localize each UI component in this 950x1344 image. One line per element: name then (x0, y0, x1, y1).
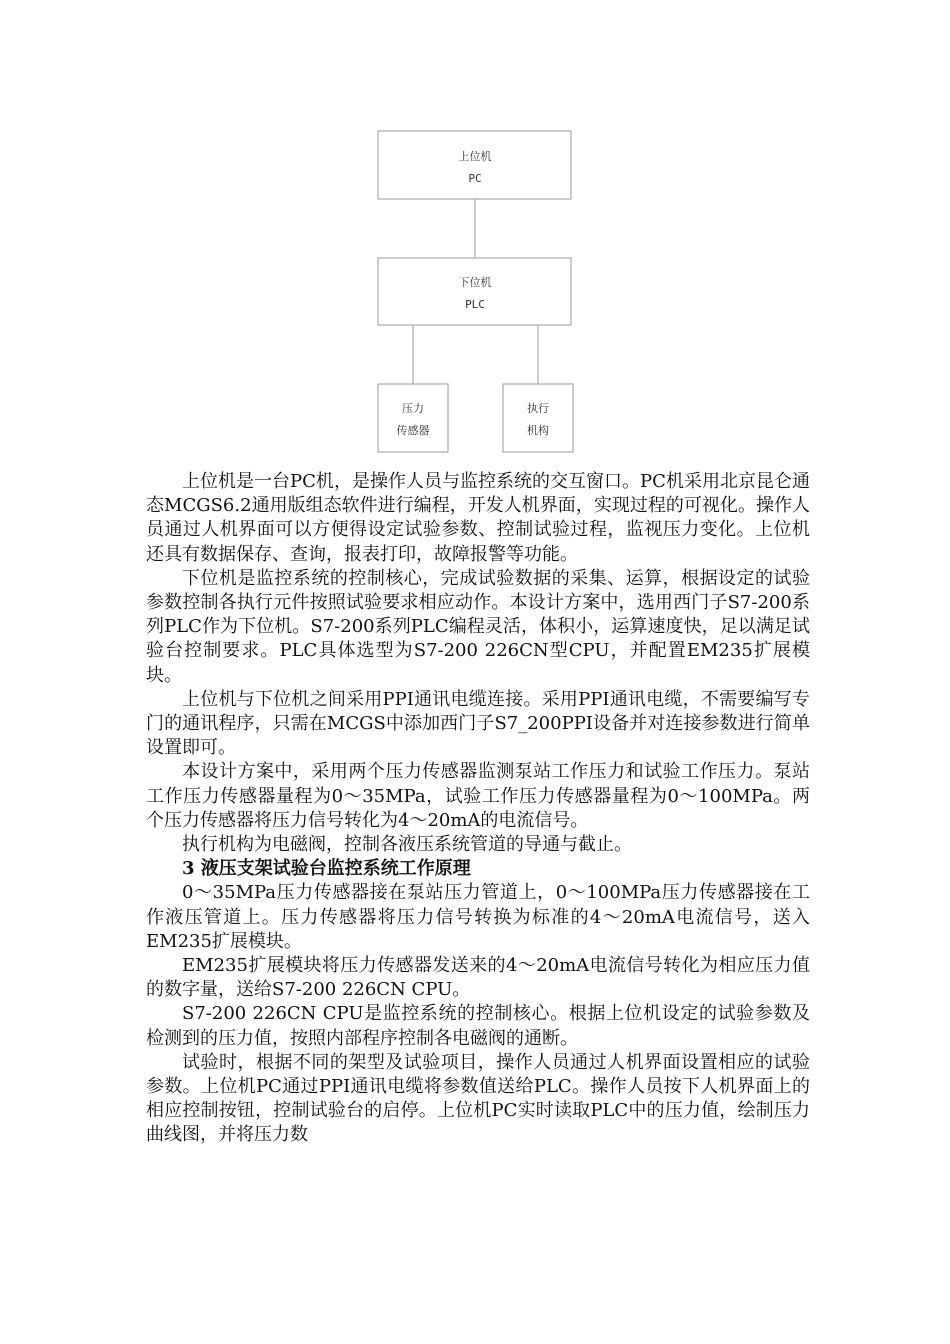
document-body (146, 470, 810, 1148)
paragraph-test-procedure: 试验时，根据不同的架型及试验项目，操作人员通过人机界面设置相应的试验参数。上位机PC通过PPI通讯电缆将参数值送给PLC。操作人员按下人机界面上的相应控制按钮，控制试验台的启停。上位机PC实时读取PLC中的压力值，绘制压力曲线图，并将压力数 (146, 1051, 810, 1146)
actuator-node-label-2: 机构 (527, 424, 549, 437)
paragraph-em235: EM235扩展模块将压力传感器发送来的4～20mA电流信号转化为相应压力值的数字量，送给S7-200 226CN CPU。 (146, 955, 810, 1001)
paragraph-actuator: 执行机构为电磁阀，控制各液压系统管道的导通与截止。 (182, 834, 632, 856)
system-architecture-diagram (0, 0, 950, 470)
pc-node-label-2: PC (468, 172, 482, 185)
plc-node-box (378, 258, 571, 325)
paragraph-upper-computer: 上位机是一台PC机，是操作人员与监控系统的交互窗口。PC机采用北京昆仑通态MCGS6.2通用版组态软件进行编程，开发人机界面，实现过程的可视化。操作人员通过人机界面可以方便得设定试验参数、控制试验过程，监视压力变化。上位机还具有数据保存、查询，报表打印，故障报警等功能。 (146, 471, 810, 565)
paragraph-pressure-sensors: 本设计方案中，采用两个压力传感器监测泵站工作压力和试验工作压力。泵站工作压力传感器量程为0～35MPa，试验工作压力传感器量程为0～100MPa。两个压力传感器将压力信号转化为4～20mA的电流信号。 (146, 761, 810, 831)
sensor-node-box (378, 384, 448, 452)
paragraph-lower-computer: 下位机是监控系统的控制核心，完成试验数据的采集、运算，根据设定的试验参数控制各执行元件按照试验要求相应动作。本设计方案中，选用西门子S7-200系列PLC作为下位机。S7-200系列PLC编程灵活，体积小，运算速度快，足以满足试验台控制要求。PLC具体选型为S7-200 226CN型CPU，并配置EM235扩展模块。 (146, 567, 810, 686)
actuator-node-box (503, 384, 573, 452)
sensor-node-label-1: 压力 (402, 402, 424, 415)
paragraph-cpu-core: S7-200 226CN CPU是监控系统的控制核心。根据上位机设定的试验参数及检测到的压力值，按照内部程序控制各电磁阀的通断。 (146, 1003, 810, 1049)
section-heading: 3 液压支架试验台监控系统工作原理 (182, 858, 471, 880)
plc-node-label-1: 下位机 (458, 276, 492, 289)
plc-node-label-2: PLC (465, 298, 485, 311)
paragraph-sensor-wiring: 0～35MPa压力传感器接在泵站压力管道上，0～100MPa压力传感器接在工作液压管道上。压力传感器将压力信号转换为标准的4～20mA电流信号，送入EM235扩展模块。 (146, 882, 810, 952)
sensor-node-label-2: 传感器 (396, 424, 430, 437)
paragraph-communication: 上位机与下位机之间采用PPI通讯电缆连接。采用PPI通讯电缆，不需要编写专门的通讯程序，只需在MCGS中添加西门子S7_200PPI设备并对连接参数进行简单设置即可。 (146, 688, 810, 759)
pc-node-box (378, 131, 571, 199)
actuator-node-label-1: 执行 (527, 402, 549, 415)
pc-node-label-1: 上位机 (458, 150, 492, 163)
